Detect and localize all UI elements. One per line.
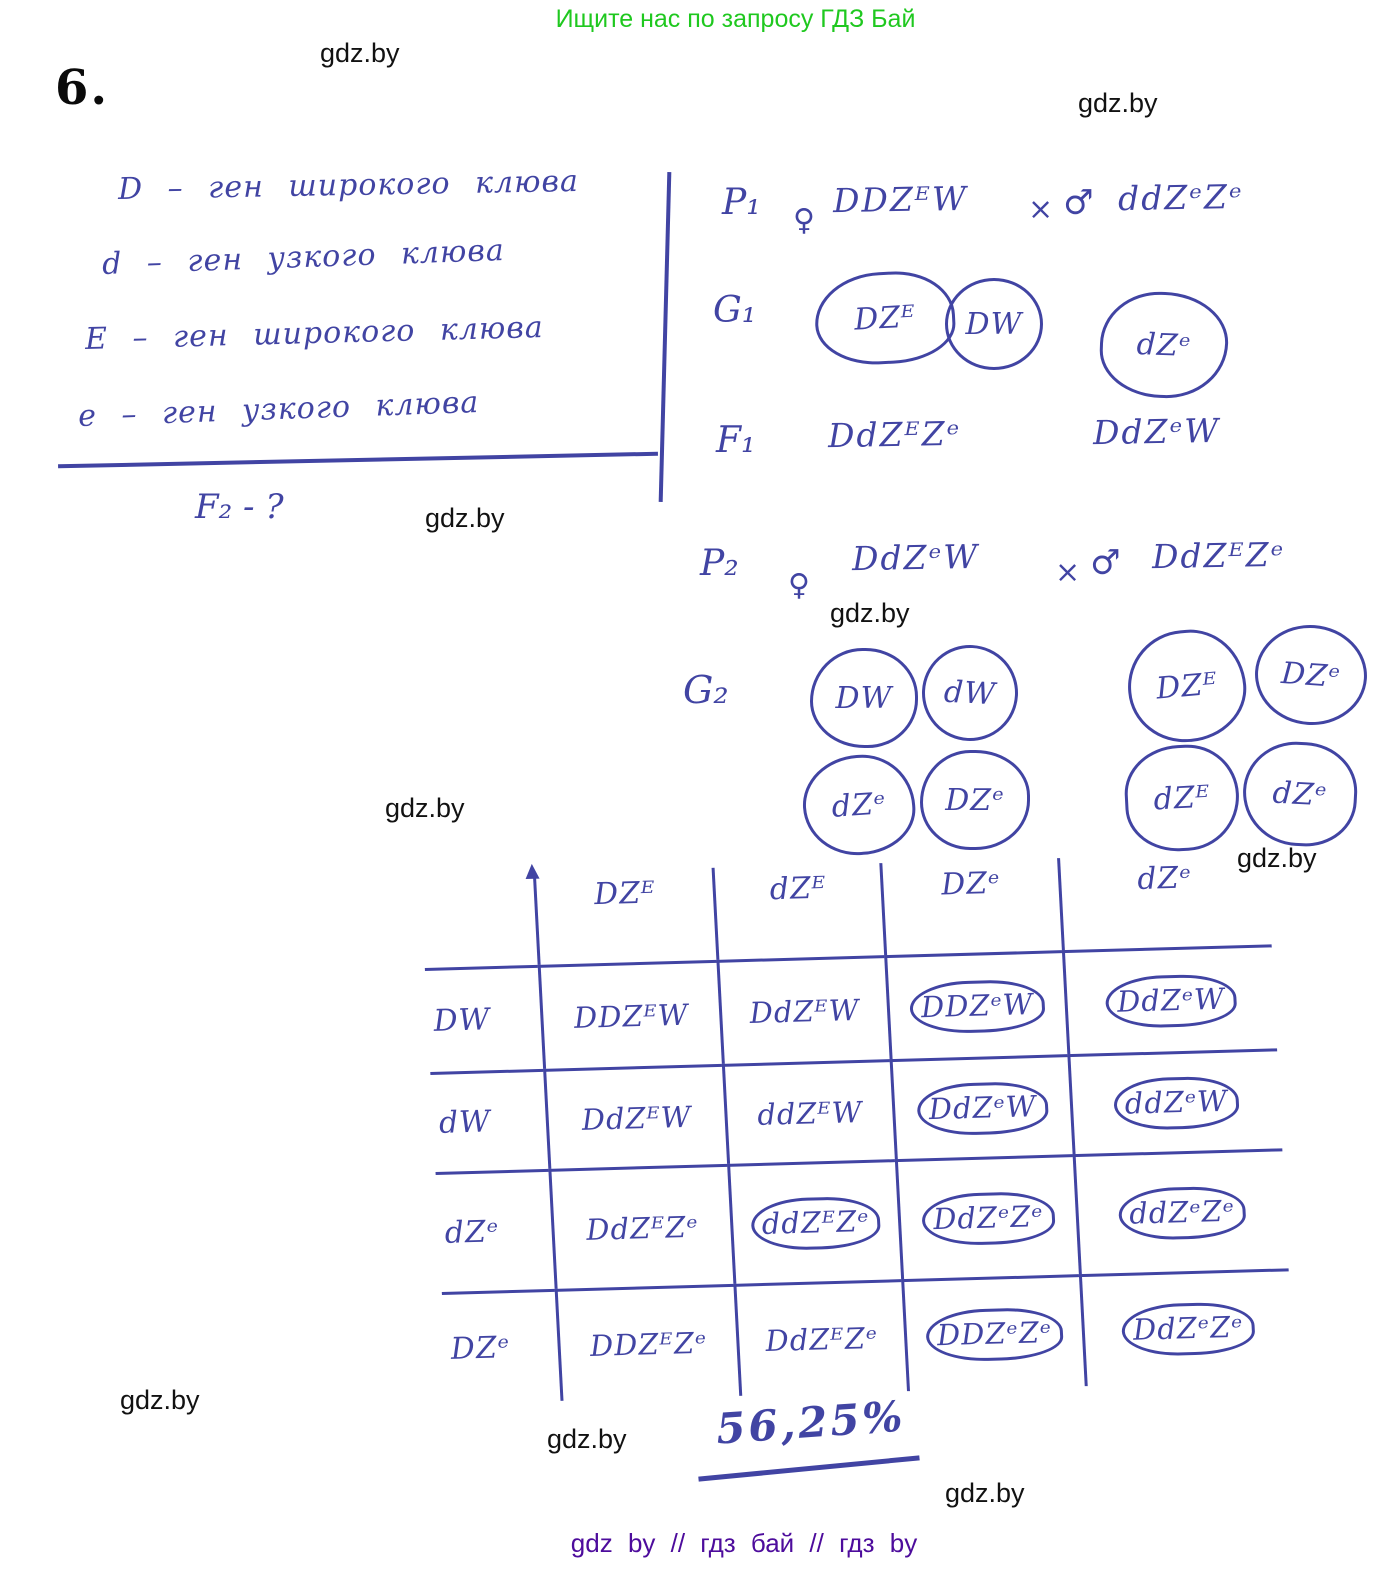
gamete-value: DW bbox=[835, 680, 893, 716]
punnett-cell bbox=[716, 955, 889, 1064]
f2-question: F₂ - ? bbox=[195, 487, 284, 527]
genotype-value: DdZᴱZᵉ bbox=[585, 1209, 700, 1247]
genotype-value: DDZᴱW bbox=[573, 997, 690, 1035]
punnett-cell bbox=[895, 1154, 1079, 1279]
punnett-cell bbox=[901, 1274, 1085, 1391]
gamete-value: DZᵉ bbox=[1280, 655, 1342, 695]
punnett-cell bbox=[538, 960, 722, 1069]
female-icon: ♀ bbox=[788, 568, 810, 603]
punnett-table bbox=[420, 852, 1294, 1404]
punnett-cell bbox=[884, 950, 1067, 1059]
legend-line-D: D – ген широкого клюва bbox=[117, 163, 580, 208]
legend-divider-line bbox=[659, 172, 672, 502]
punnett-col-header: DZᵉ bbox=[879, 858, 1062, 955]
cross-icon: × bbox=[1028, 192, 1054, 227]
punnett-cell bbox=[543, 1064, 727, 1169]
gdz-watermark: gdz.by bbox=[120, 1385, 200, 1415]
female-icon: ♀ bbox=[793, 203, 815, 238]
punnett-col-header: dZᴱ bbox=[712, 863, 885, 960]
gamete-value: DW bbox=[965, 306, 1023, 342]
male-icon: ♂ bbox=[1063, 183, 1094, 223]
punnett-corner bbox=[420, 873, 538, 968]
gdz-watermark: gdz.by bbox=[830, 598, 910, 628]
g2-female-gamete-circle bbox=[810, 648, 918, 748]
punnett-cell bbox=[1067, 1048, 1282, 1154]
punnett-row-header: DW bbox=[425, 965, 543, 1072]
genotype-value-circled: DdZᵉW bbox=[1105, 973, 1238, 1029]
gamete-value: dZᵉ bbox=[830, 785, 888, 825]
genotype-value: ddZᴱW bbox=[756, 1094, 864, 1132]
gamete-value: dW bbox=[943, 674, 997, 712]
legend-line-d: d – ген узкого клюва bbox=[101, 232, 506, 283]
g2-female-gamete-circle bbox=[920, 750, 1030, 850]
cross-icon: × bbox=[1055, 555, 1081, 590]
g1-gamete-circle bbox=[813, 268, 958, 367]
punnett-cell bbox=[555, 1284, 740, 1401]
p1-father-genotype: ddZᵉZᵉ bbox=[1117, 176, 1245, 219]
g2-male-gamete-circle bbox=[1240, 739, 1359, 849]
genotype-value-circled: ddZᴱZᵉ bbox=[749, 1195, 882, 1251]
punnett-cell bbox=[733, 1279, 907, 1396]
legend-line-e: e – ген узкого клюва bbox=[77, 385, 480, 434]
punnett-cell bbox=[1062, 944, 1277, 1054]
p1-label: P₁ bbox=[722, 182, 761, 223]
p2-mother-genotype: DdZᵉW bbox=[851, 536, 980, 579]
genotype-value-circled: ddZᵉW bbox=[1112, 1075, 1240, 1131]
male-icon: ♂ bbox=[1090, 543, 1121, 583]
gdz-watermark: gdz.by bbox=[425, 503, 505, 533]
gamete-value: dZᴱ bbox=[1152, 779, 1212, 817]
answer-value: 56,25% bbox=[714, 1391, 907, 1454]
punnett-cell bbox=[1073, 1148, 1289, 1274]
punnett-cell bbox=[727, 1159, 901, 1284]
f1-label: F₁ bbox=[716, 420, 756, 461]
promo-banner: Ищите нас по запросу ГДЗ Бай bbox=[555, 5, 916, 33]
g2-male-gamete-circle bbox=[1122, 742, 1241, 854]
punnett-cell bbox=[1079, 1268, 1295, 1386]
punnett-col-header: dZᵉ bbox=[1057, 852, 1272, 950]
genotype-value-circled: DDZᵉW bbox=[909, 978, 1046, 1034]
g2-male-gamete-circle bbox=[1252, 621, 1371, 729]
p2-label: P₂ bbox=[700, 543, 739, 584]
gdz-watermark: gdz.by bbox=[320, 38, 400, 68]
gamete-value: DZᵉ bbox=[945, 782, 1005, 818]
punnett-row-header: dW bbox=[430, 1069, 548, 1172]
g1-gamete-circle bbox=[945, 278, 1043, 370]
genotype-value-circled: DdZᵉW bbox=[916, 1080, 1049, 1136]
legend-line-E: E – ген широкого клюва bbox=[84, 310, 545, 357]
gamete-value: DZᴱ bbox=[1154, 665, 1220, 707]
g1-gamete-circle bbox=[1098, 290, 1230, 400]
gdz-watermark: gdz.by bbox=[1078, 88, 1158, 118]
genotype-value: DdZᴱZᵉ bbox=[764, 1320, 879, 1358]
gamete-value: dZᵉ bbox=[1271, 775, 1329, 813]
p1-mother-genotype: DDZᴱW bbox=[832, 178, 969, 221]
answer-underline bbox=[698, 1455, 919, 1481]
genotype-value: DDZᴱZᵉ bbox=[589, 1325, 708, 1363]
footer-links: gdz by // гдз бай // гдз by bbox=[570, 1528, 918, 1558]
g2-male-gamete-circle bbox=[1123, 625, 1250, 747]
punnett-cell bbox=[722, 1059, 895, 1164]
g2-female-gamete-circle bbox=[920, 643, 1021, 744]
g2-label: G₂ bbox=[683, 668, 729, 712]
gdz-watermark: gdz.by bbox=[547, 1424, 627, 1454]
genotype-value: DdZᴱW bbox=[580, 1099, 693, 1137]
p2-father-genotype: DdZᴱZᵉ bbox=[1151, 534, 1286, 577]
genotype-value: DdZᴱW bbox=[748, 992, 861, 1030]
legend-underline bbox=[58, 452, 658, 469]
punnett-row-header: DZᵉ bbox=[442, 1289, 561, 1404]
gdz-watermark: gdz.by bbox=[1237, 843, 1317, 873]
gdz-watermark: gdz.by bbox=[385, 793, 465, 823]
punnett-cell bbox=[548, 1164, 733, 1289]
genotype-value-circled: DdZᵉZᵉ bbox=[921, 1190, 1056, 1246]
problem-number: 6. bbox=[55, 60, 110, 116]
genotype-value-circled: DdZᵉZᵉ bbox=[1121, 1301, 1256, 1357]
g2-female-gamete-circle bbox=[800, 751, 919, 859]
punnett-cell bbox=[890, 1054, 1073, 1159]
punnett-row-header: dZᵉ bbox=[436, 1169, 555, 1292]
punnett-col-header: DZᴱ bbox=[533, 868, 717, 965]
f1-offspring-genotype: DdZᴱZᵉ bbox=[827, 413, 962, 456]
f1-offspring-genotype: DdZᵉW bbox=[1092, 410, 1221, 453]
gamete-value: dZᵉ bbox=[1136, 326, 1192, 364]
genotype-value-circled: ddZᵉZᵉ bbox=[1117, 1185, 1247, 1241]
gdz-watermark: gdz.by bbox=[945, 1478, 1025, 1508]
g1-label: G₁ bbox=[713, 290, 757, 331]
gamete-value: DZᴱ bbox=[853, 298, 917, 338]
genotype-value-circled: DDZᵉZᵉ bbox=[925, 1306, 1065, 1362]
